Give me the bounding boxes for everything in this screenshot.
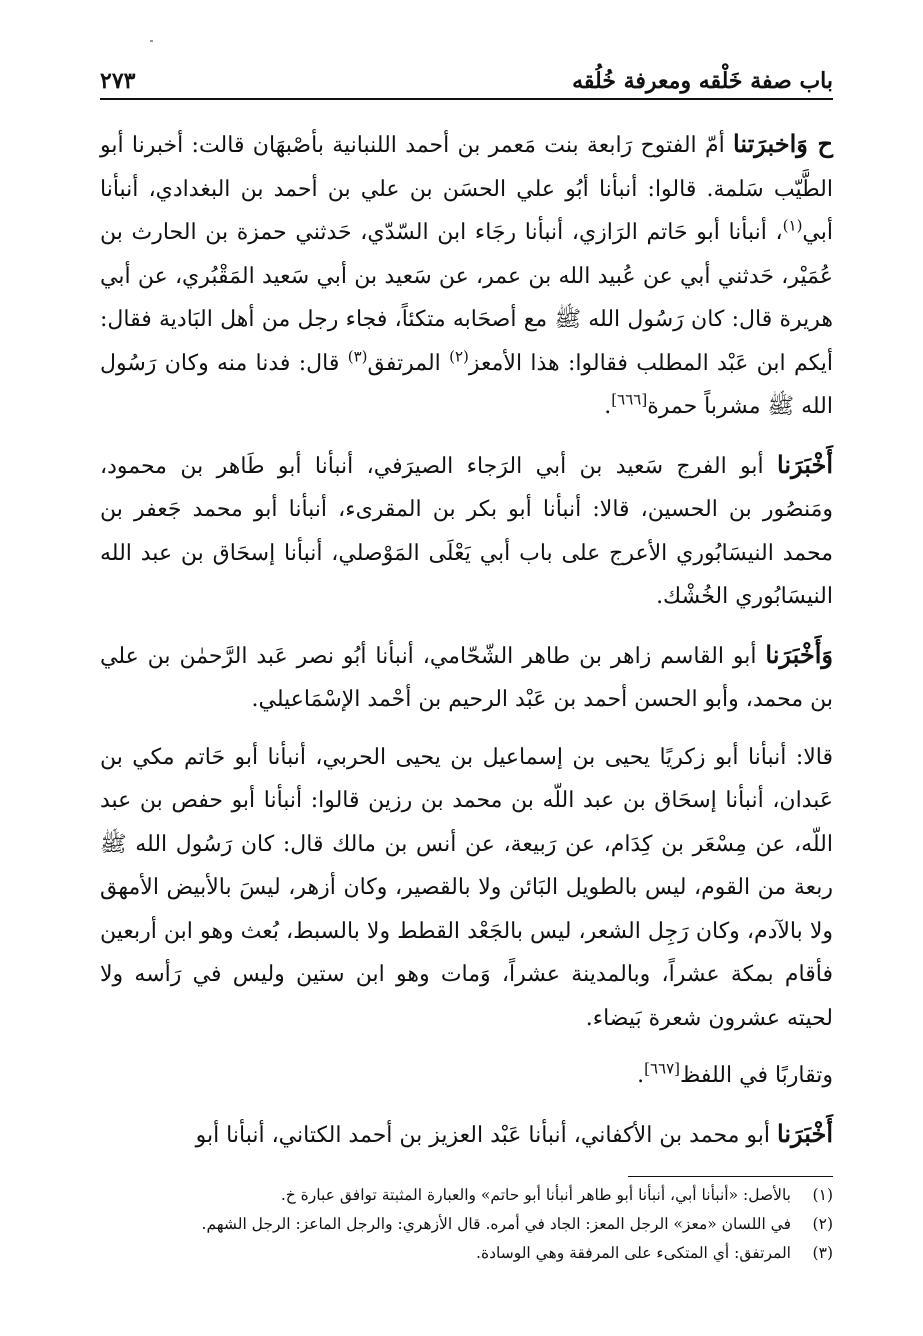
footnote-ref-1[interactable]: (١) [782, 216, 803, 235]
chapter-title: باب صفة خَلْقه ومعرفة خُلُقه [572, 68, 833, 94]
main-text [100, 122, 833, 1171]
footnote-number: (٢) [812, 1215, 833, 1233]
footnote-1 [100, 1181, 833, 1210]
isnad-lead: وَأَخْبَرَنا [765, 639, 833, 669]
paragraph-2 [100, 443, 833, 619]
scan-speck [150, 40, 153, 42]
paragraph-end: . [604, 394, 612, 419]
isnad-lead: ح وَاخبرَتنا [733, 129, 833, 158]
hadith-number: [٦٦٦] [611, 390, 648, 409]
paragraph-6 [100, 1112, 833, 1158]
footnote-number: (١) [812, 1186, 833, 1204]
footnote-divider [628, 1176, 833, 1177]
paragraph-text: أبو الفرج سَعيد بن أبي الرَجاء الصيرَفي، أنبأنا أبو طَاهر بن محمود، ومَنصُور بن الحسين، قالا: أنبأنا أبو بكر بن المقرىء، أنبأنا أبو محمد جَعفر بن محمد النيسَابُوري الأعرج على باب أبي يَعْلَى المَوْصلي، أنبأنا إسحَاق بن عبد الله النيسَابُوري الخُشْك. [100, 453, 833, 609]
paragraph-text: أبو القاسم زاهر بن طاهر الشّحّامي، أنبأنا أبُو نصر عَبد الرَّحمٰن بن علي بن محمد، وأبو الحسن أحمد بن عَبْد الرحيم بن أحْمد الإسْمَاعيلي. [100, 643, 833, 712]
paragraph-end: . [637, 1063, 645, 1088]
paragraph-text: وتقاربًا في اللفظ [680, 1063, 833, 1088]
paragraph-text: ، أنبأنا أبو حَاتم الرَازي، أنبأنا رجَاء ابن السّدّي، حَدثني حمزة بن الحارث بن عُمَيْر، حَدثني أبي عن عُبيد الله بن عمر، عن سَعيد بن أبي سَعيد المَقْبُري، عن أبي هريرة قال: كان رَسُول الله ﷺ مع أصحَابه متكئاً، فجاء رجل من أهل البَادية فقال: أيكم ابن عَبْد المطلب فقالوا: هذا الأمعز [100, 220, 833, 376]
footnote-3 [100, 1239, 833, 1268]
footnote-number: (٣) [812, 1244, 833, 1262]
footnote-2 [100, 1210, 833, 1239]
paragraph-1 [100, 122, 833, 429]
paragraph-4 [100, 736, 833, 1041]
footnote-ref-3[interactable]: (٣) [347, 347, 368, 366]
paragraph-text: أمّ الفتوح رَابعة بنت مَعمر بن أحمد اللنبانية بأصْبهَان قالت: أخبرنا أبو الطَّيّب سَلمة. قالوا: أنبأنا أبُو علي الحسَن بن علي بن أحمد بن البغدادي، أنبأنا أبي [100, 133, 833, 245]
isnad-lead: أَخْبَرَنا [777, 449, 833, 479]
running-header [100, 52, 833, 100]
page-number: ٢٧٣ [100, 68, 136, 94]
isnad-lead: أَخْبَرَنا [777, 1118, 833, 1148]
footnote-text: بالأصل: «أنبأنا أبي، أنبأنا أبو طاهر أنبأنا أبو حاتم» والعبارة المثبتة توافق عبارة خ. [280, 1186, 791, 1204]
footnotes [100, 1181, 833, 1268]
footnote-text: المرتفق: أي المتكىء على المرفقة وهي الوسادة. [476, 1244, 791, 1262]
paragraph-5 [100, 1054, 833, 1098]
paragraph-text: أبو محمد بن الأكفاني، أنبأنا عَبْد العزيز بن أحمد الكتاني، أنبأنا أبو [195, 1122, 778, 1148]
paragraph-text: قالا: أنبأنا أبو زكريًا يحيى بن إسماعيل بن يحيى الحربي، أنبأنا أبو حَاتم مكي بن عَبدان، أنبأنا إسحَاق بن عبد اللّه بن محمد بن رزين قالوا: أنبأنا أبو حفص بن عبد اللّه، عن مِسْعَر بن كِدَام، عن رَبيعة، عن أنس بن مالك قال: كان رَسُول الله ﷺ ربعة من القوم، ليس بالطويل البَائن ولا بالقصير، وكان أزهر، ليسَ بالأبيض الأمهق ولا بالآدم، وكان رَجِل الشعر، ليس بالجَعْد القطط ولا بالسبط، بُعث وهو ابن أربعين فأقام بمكة عشراً، وبالمدينة عشراً، وَمات وهو ابن ستين وليس في رَأسه ولا لحيته عشرون شعرة بَيضاء. [100, 744, 833, 1031]
paragraph-3 [100, 633, 833, 722]
footnote-ref-2[interactable]: (٢) [449, 347, 469, 366]
paragraph-text: قال: فدنا منه وكان رَسُول الله ﷺ مشرباً حمرة [100, 350, 833, 419]
hadith-number: [٦٦٧] [644, 1059, 681, 1078]
paragraph-text: المرتفق [367, 350, 450, 376]
footnote-text: في اللسان «معز» الرجل المعز: الجاد في أمره. قال الأزهري: والرجل الماعز: الرجل الشهم. [201, 1215, 791, 1233]
